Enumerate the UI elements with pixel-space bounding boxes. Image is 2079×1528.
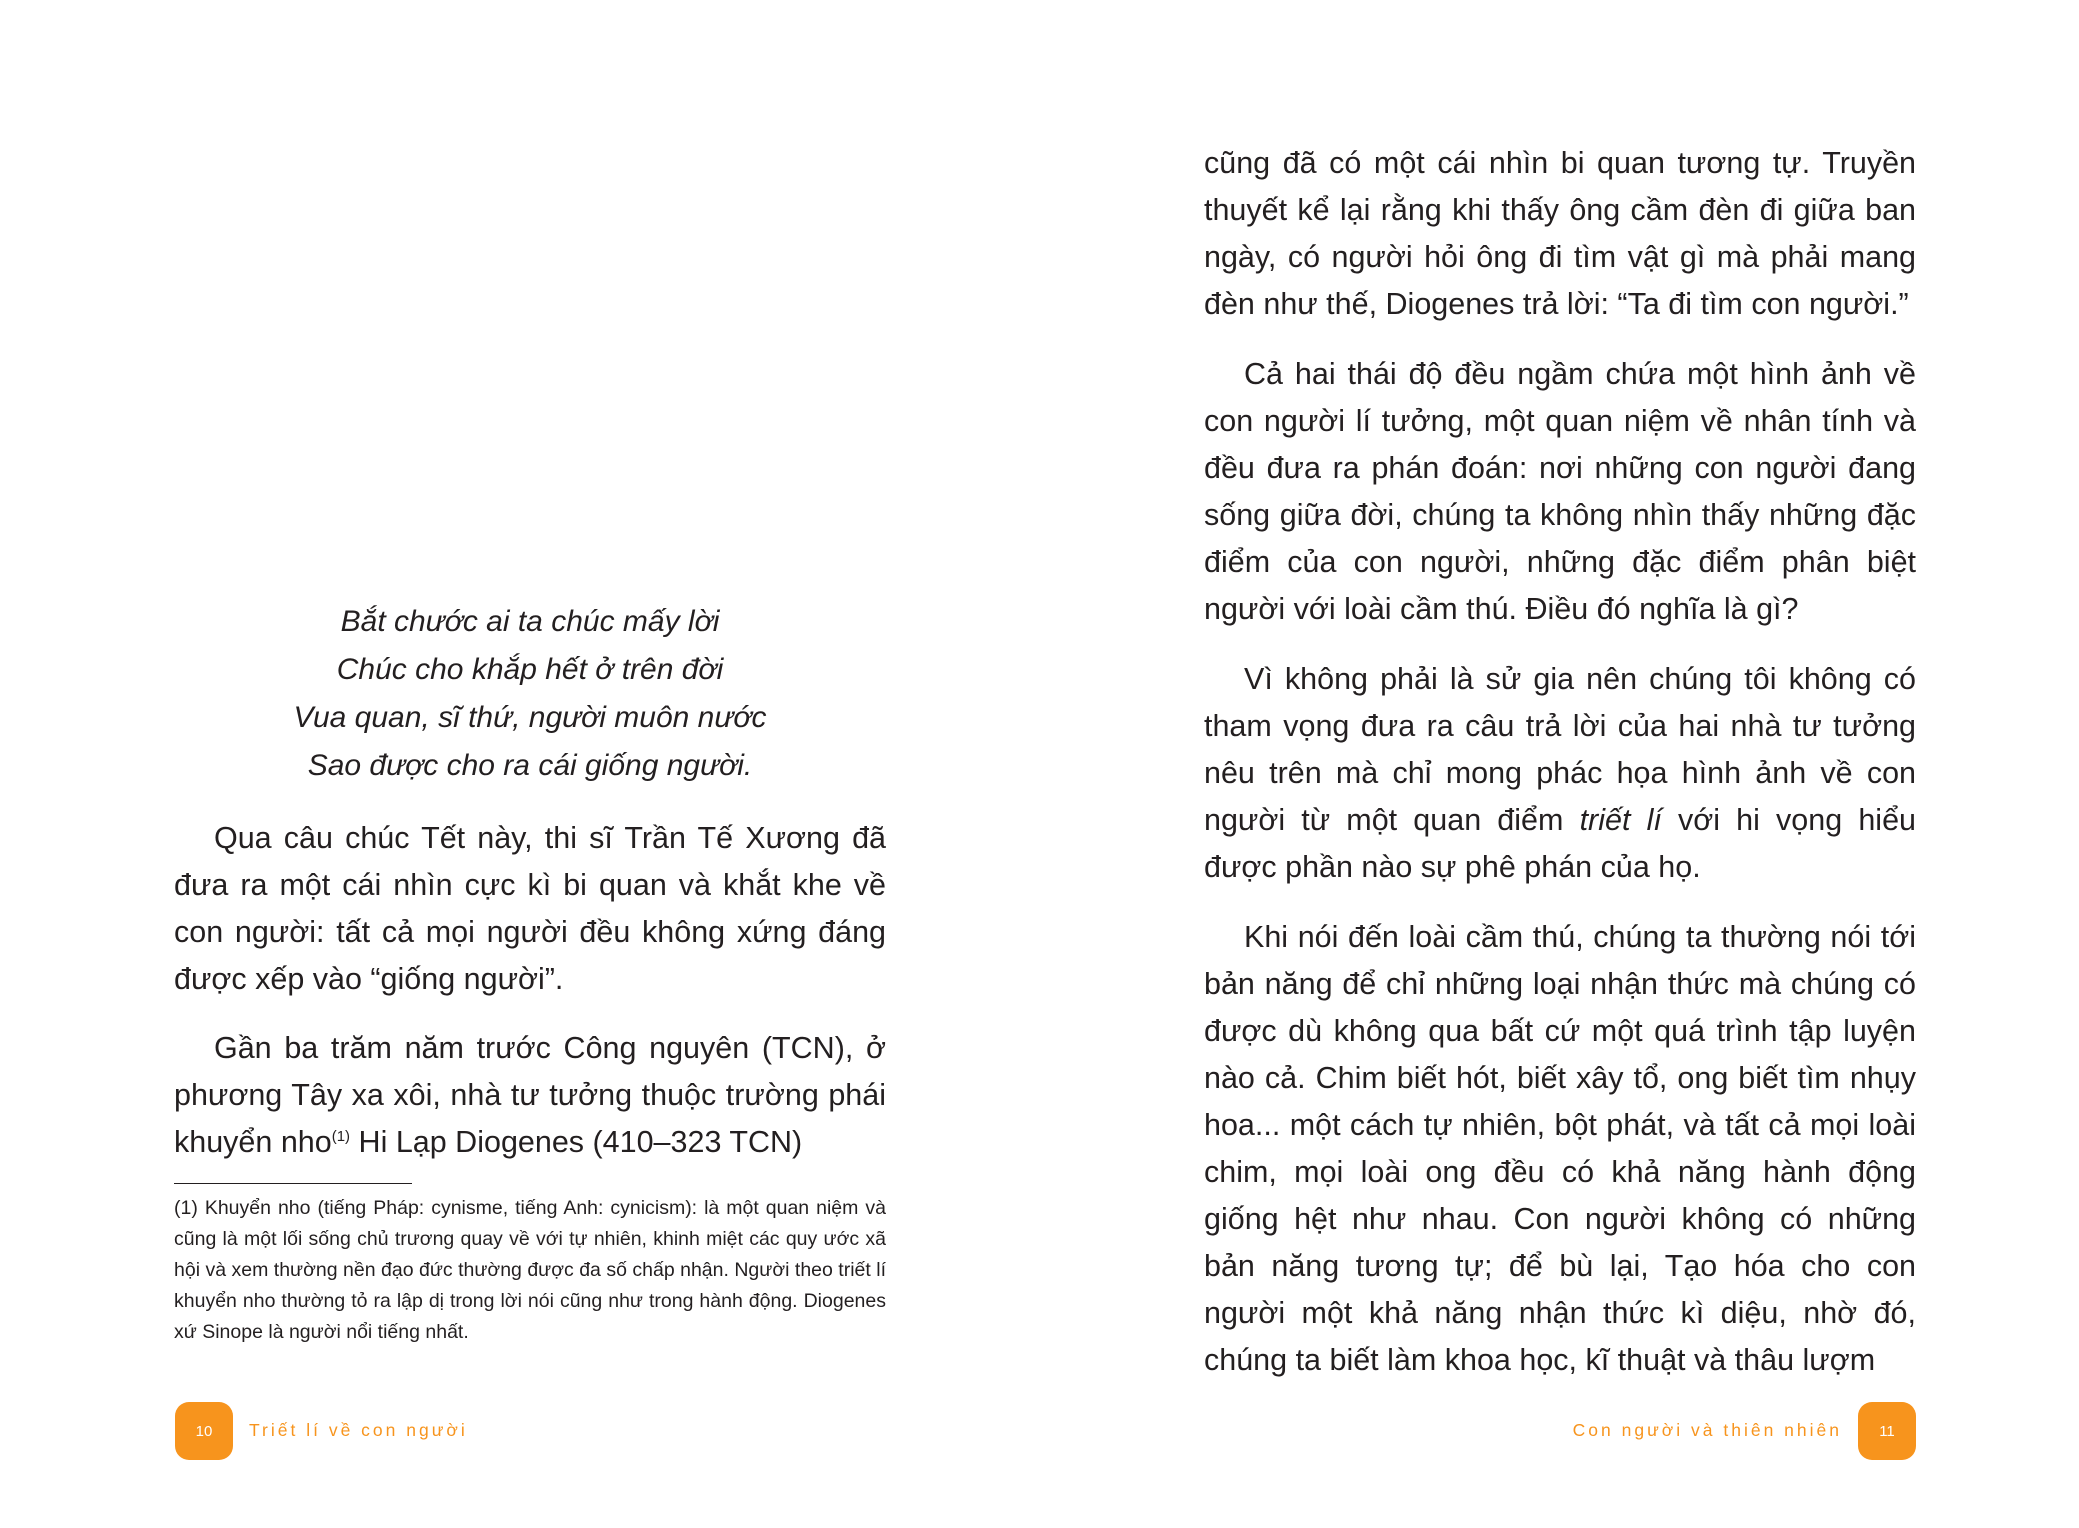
right-body-text <box>1204 140 1916 1407</box>
paragraph: Khi nói đến loài cầm thú, chúng ta thường nói tới bản năng để chỉ những loại nhận thức mà chúng có được dù không qua bất cứ một quá trình tập luyện nào cả. Chim biết hót, biết xây tổ, ong biết tìm nhụy hoa... một cách tự nhiên, bột phát, và tất cả mọi loài chim, mọi loài ong đều có khả năng hành động giống hệt như nhau. Con người không có những bản năng tương tự; để bù lại, Tạo hóa cho con người một khả năng nhận thức kì diệu, nhờ đó, chúng ta biết làm khoa học, kĩ thuật và thâu lượm <box>1204 920 1916 1377</box>
paragraph-text: Gần ba trăm năm trước Công nguyên (TCN), ở phương Tây xa xôi, nhà tư tưởng thuộc trường phái khuyển nho <box>174 1031 886 1159</box>
footnote-reference[interactable]: (1) <box>331 1127 351 1145</box>
poem <box>174 598 886 790</box>
paragraph-text: Hi Lạp Diogenes (410–323 TCN) <box>350 1125 803 1159</box>
paragraph: cũng đã có một cái nhìn bi quan tương tự. Truyền thuyết kể lại rằng khi thấy ông cầm đèn đi giữa ban ngày, có người hỏi ông đi tìm vật gì mà phải mang đèn như thế, Diogenes trả lời: “Ta đi tìm con người.” <box>1204 146 1916 321</box>
right-page <box>1040 0 2079 1528</box>
page-number-badge: 10 <box>175 1402 233 1460</box>
footnote-divider <box>174 1183 412 1184</box>
paragraph-text: với hi vọng hiểu được phần nào sự phê phán của họ. <box>1204 803 1916 884</box>
poem-line: Sao được cho ra cái giống người. <box>307 749 753 782</box>
left-page <box>0 0 1039 1528</box>
paragraph: Qua câu chúc Tết này, thi sĩ Trần Tế Xương đã đưa ra một cái nhìn cực kì bi quan và khắt khe về con người: tất cả mọi người đều không xứng đáng được xếp vào “giống người”. <box>174 821 886 996</box>
page-number-badge: 11 <box>1858 1402 1916 1460</box>
running-head: Con người và thiên nhiên <box>1572 1420 1842 1440</box>
footnote: (1) Khuyển nho (tiếng Pháp: cynisme, tiếng Anh: cynicism): là một quan niệm và cũng là một lối sống chủ trương quay về với tự nhiên, khinh miệt các quy ước xã hội và xem thường nền đạo đức thường được đa số chấp nhận. Người theo triết lí khuyển nho thường tỏ ra lập dị trong lời nói cũng như trong hành động. Diogenes xứ Sinope là người nổi tiếng nhất. <box>174 1197 886 1343</box>
italic-term: triết lí <box>1579 803 1662 837</box>
left-body-text <box>174 815 886 1188</box>
poem-line: Chúc cho khắp hết ở trên đời <box>336 653 724 686</box>
poem-line: Bắt chước ai ta chúc mấy lời <box>340 605 720 638</box>
running-head: Triết lí về con người <box>249 1420 468 1440</box>
paragraph: Cả hai thái độ đều ngầm chứa một hình ảnh về con người lí tưởng, một quan niệm về nhân tính và đều đưa ra phán đoán: nơi những con người đang sống giữa đời, chúng ta không nhìn thấy những đặc điểm của con người, những đặc điểm phân biệt người với loài cầm thú. Điều đó nghĩa là gì? <box>1204 357 1916 626</box>
paragraph-text: Vì không phải là sử gia nên chúng tôi không có tham vọng đưa ra câu trả lời của hai nhà tư tưởng nêu trên mà chỉ mong phác họa hình ảnh về con người từ một quan điểm <box>1204 662 1916 837</box>
poem-line: Vua quan, sĩ thứ, người muôn nước <box>293 701 767 734</box>
paragraph <box>1204 656 1916 891</box>
paragraph <box>174 1025 886 1166</box>
